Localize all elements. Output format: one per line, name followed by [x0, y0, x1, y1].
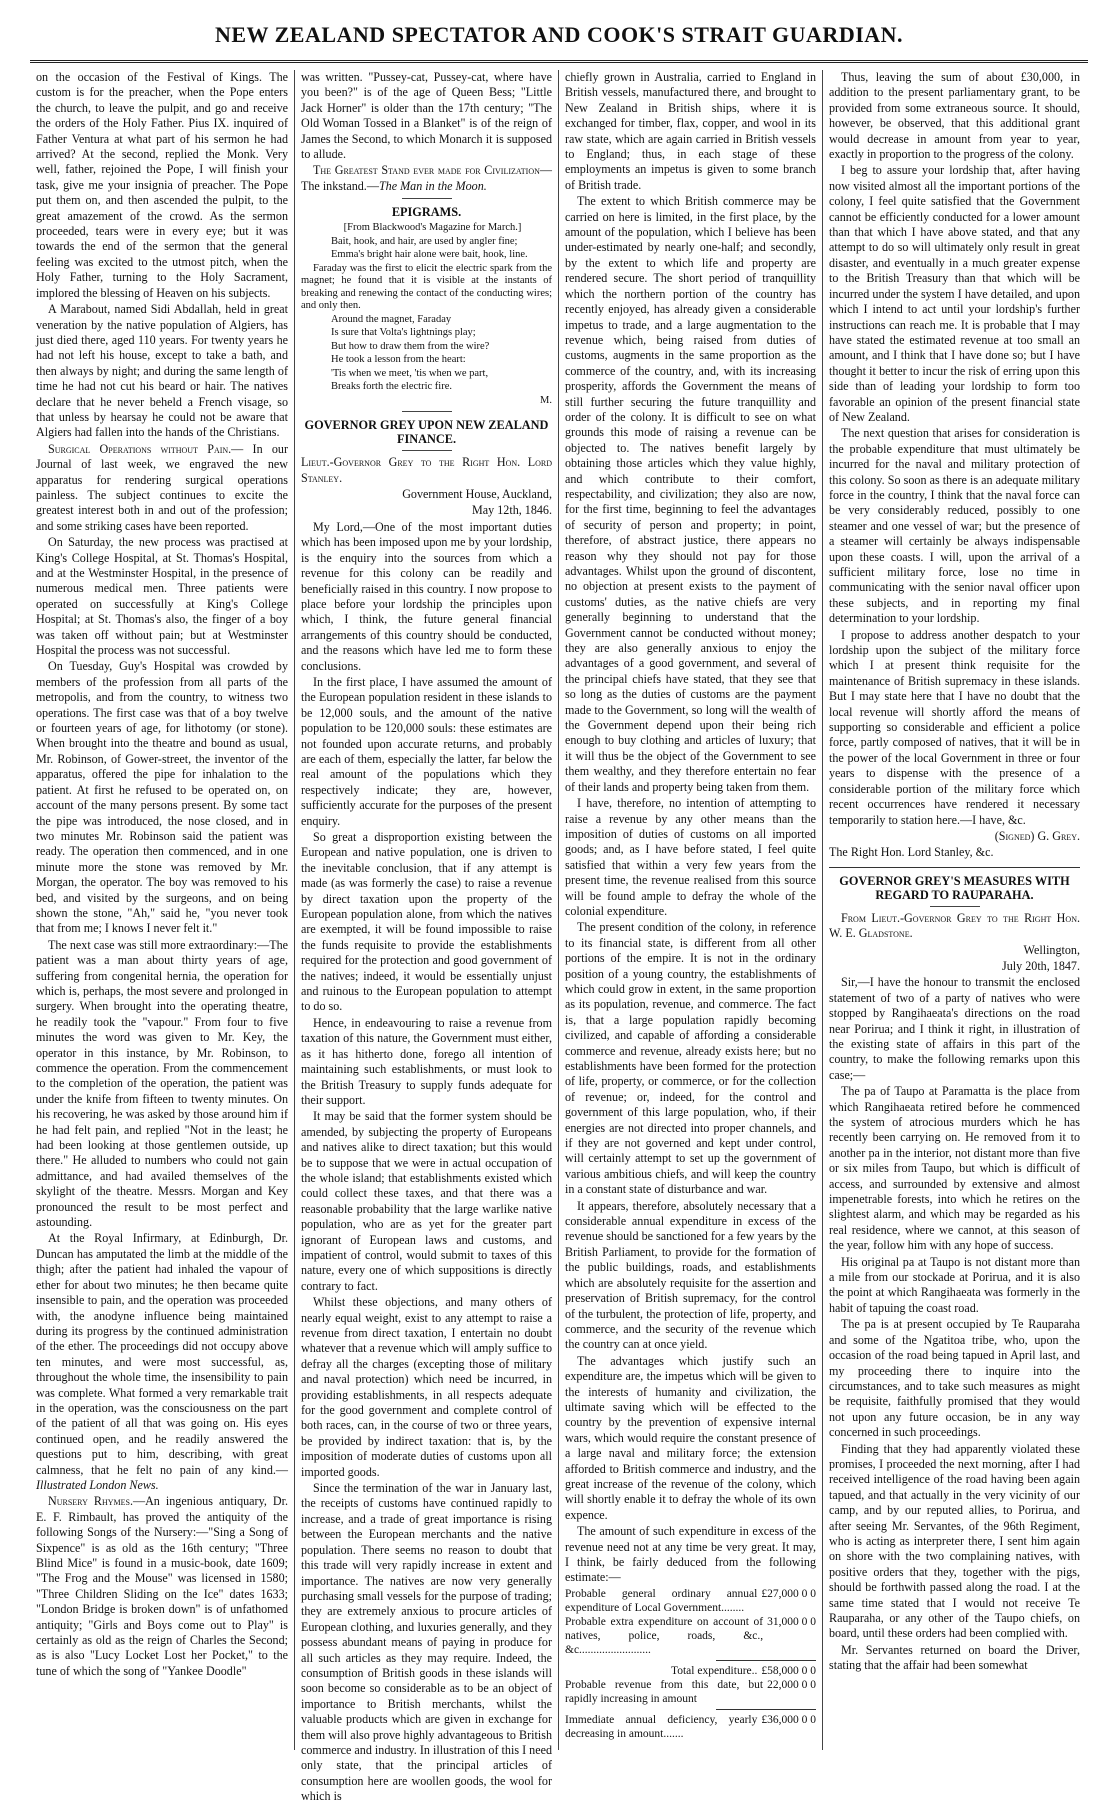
section-heading: The Greatest Stand ever made for Civilization — [313, 163, 540, 178]
estimate-amount: 22,000 0 0 — [767, 1678, 816, 1691]
paragraph: Mr. Servantes returned on board the Driver, stating that the affair had been somewhat — [829, 1642, 1080, 1673]
article-title: GOVERNOR GREY UPON NEW ZEALAND FINANCE. — [304, 418, 549, 447]
paragraph — [36, 1231, 288, 1493]
recipient: The Right Hon. Lord Stanley, &c. — [829, 845, 994, 860]
signature: (Signed) G. Grey. — [994, 828, 1080, 843]
paragraph: Hence, in endeavouring to raise a revenue from taxation of this nature, the Government must either, as it has hitherto done, forego all intention of maintaining such establishments, or must look to the British Treasury to supply funds adequate for their support. — [301, 1015, 552, 1107]
divider — [402, 198, 452, 199]
paragraph: The next case was still more extraordinary:—The patient was a man about thirty years of age, suffering from congenital hernia, the operation for which is, perhaps, the most severe and prolonged in surgery. When brought into the operating theatre, he readily took the "vapour." From four to five minutes the word was given to Mr. Key, the operator in this instance, by Mr. Robinson, to commence the operation. From the commencement to the completion of the operation, the patient was under the knife from fifteen to twenty minutes. On his recovering, he was asked by those around him if he had felt pain, and replied "Not in the least; he had been looking at those gentlemen outside, up there." He alluded to numbers who could not gain admittance, and had availed themselves of the skylight of the theatre. Messrs. Morgan and Key pronounced the result to be most perfect and astounding. — [36, 937, 288, 1230]
paragraph: In the first place, I have assumed the amount of the European population resident in these islands to be 12,000 souls, and the amount of the native population to be 120,000 souls: these estimates are not founded upon accurate returns, and probably are each of them, especially the latter, far below the real amount of the populations which they respectively indicate; they are, however, sufficiently accurate for the purposes of the present enquiry. — [301, 674, 552, 828]
estimate-amount: 31,000 0 0 — [767, 1615, 816, 1628]
paragraph: Since the termination of the war in January last, the receipts of customs have continued rapidly to increase, and a trade of great importance is rising between the European merchants and the native population. There seems no reason to doubt that this trade will very rapidly increase in extent and importance. The natives are now very generally purchasing small vessels for the purpose of trading; they are extremely anxious to procure articles of European clothing, and luxuries generally, and they possess abundant means of paying in produce for all such articles as they may require. Indeed, the consumption of British goods in these islands will soon become so considerable as to be an object of importance to British merchants, whilst the valuable products which are given in exchange for them will also prove highly advantageous to British commerce and industry. In illustration of this I need only state, that the principal articles of consumption here are woollen goods, the wool for which is — [301, 1481, 552, 1804]
paragraph: So great a disproportion existing between the European and native population, one is driven to the inevitable conclusion, that if any attempt is made (as was formerly the case) to raise a revenue by direct taxation upon the property of the European population alone, from which the natives are exempted, it will be found impossible to raise the funds requisite to provide the establishments required for the protection and good government of the natives; indeed, it would be essentially unjust and ruinous to the European population to attempt to do so. — [301, 830, 552, 1014]
paragraph: I beg to assure your lordship that, after having now visited almost all the important portions of the colony, I feel quite satisfied that the Government cannot be efficiently conducted for a lower amount than that which I have above stated, and that any attempt to do so will ultimately only result in great disaster, and eventually in a much greater expense to the British Treasury than that which will be incurred under the system I have detailed, and upon which I intend to act until your lordship's further instructions can reach me. It is probable that I may have stated the estimated revenue at too small an amount, and I think that I have done so; but I have thought it better to incur the risk of erring upon this side than of leading your lordship to form too favorable an opinion of the present financial state of New Zealand. — [829, 163, 1080, 424]
divider — [402, 450, 452, 451]
estimate-label: Total expenditure.. — [671, 1664, 758, 1677]
letter-from: Lieut.-Governor Grey to the Right Hon. Lord Stanley. — [301, 455, 552, 485]
paragraph: Sir,—I have the honour to transmit the enclosed statement of two of a party of natives who were stopped by Rangihaeata's directions on the road near Porirua; and I think it right, in illustration of the existing state of affairs in this part of the country, to make the following remarks upon this case;— — [829, 975, 1080, 1082]
letter-date: July 20th, 1847. — [1002, 958, 1080, 973]
paragraph: chiefly grown in Australia, carried to England in British vessels, manufactured there, and brought to New Zealand in British ships, where it is exchanged for timber, flax, copper, and wool in its raw state, which are again carried in British vessels to England; thus, in each stage of these employments an impetus is given to some branch of British trade. — [565, 70, 816, 192]
verse-signature: M. — [540, 394, 552, 406]
estimate-amount: £36,000 0 0 — [761, 1713, 816, 1726]
section-heading: Surgical Operations without Pain.— — [48, 441, 244, 456]
paragraph: The advantages which justify such an expenditure are, the impetus which will be given to the interests of humanity and civilization, the ultimate saving which will be effected to the country by the prevention of expensive internal wars, which would require the constant presence of a large naval and military force; the extension afforded to British commerce and industry, and the great increase of the revenue of the colony, which will shortly enable it to defray the whole of its own expence. — [565, 1353, 816, 1522]
paragraph: His original pa at Taupo is not distant more than a mile from our stockade at Porirua, and it is also the point at which Rangihaeata was formerly in the habit of tapuing the coast road. — [829, 1254, 1080, 1315]
paragraph: A Marabout, named Sidi Abdallah, held in great veneration by the native population of Algiers, has just died there, aged 110 years. For twenty years he had not left his house, except to take a bath, and then always by night; and during the same length of time he had not cut his beard or hair. The natives declare that he never beheld a French visage, so that unless by hearsay he could not be aware that Algiers had fallen into the hands of the Christians. — [36, 302, 288, 440]
paragraph: I have, therefore, no intention of attempting to raise a revenue by any other means than the imposition of duties of customs on all imported goods; and, as I have before stated, I feel quite satisfied that within a very few years from the present time, the revenue realised from this source will be found ample to defray the whole of the colonial expenditure. — [565, 796, 816, 918]
paragraph: Thus, leaving the sum of about £30,000, in addition to the present parliamentary grant, to be provided from some extraneous source. It should, however, be observed, that this additional grant would decrease in amount from year to year, exactly in proportion to the progress of the colony. — [829, 70, 1080, 162]
paragraph: On Tuesday, Guy's Hospital was crowded by members of the profession from all parts of the metropolis, and from the country, to witness two operations. The first case was that of a boy twelve or fourteen years of age, for lithotomy (or stone). When brought into the theatre and bound as usual, Mr. Robinson, of Gower-street, the inventor of the apparatus, offered the pipe for inhalation to the patient. At first he refused to be operated on, on account of the many persons present. By some tact the pipe was introduced, the nose closed, and in two minutes Mr. Robinson said the patient was ready. The operation then commenced, and in one minute more the stone was removed by Mr. Morgan, the operator. The boy was removed to his bed, and visited by the surgeons, and on being shown the stone, "Ah," said he, "you never took that from me; I knows I never felt it." — [36, 659, 288, 936]
epigram-prose: Faraday was the first to elicit the electric spark from the magnet; he found that it is visible at the instants of breaking and renewing the contact of the conducting wires; and only then. — [301, 262, 552, 312]
estimate-amount: £27,000 0 0 — [761, 1587, 816, 1600]
paragraph: The extent to which British commerce may be carried on here is limited, in the first place, by the amount of the population, which I believe has been under-estimated by nearly one-half; and secondly, by the extent to which life and property are rendered secure. The short period of tranquillity which the northern portion of the country has recently enjoyed, has already given a considerable impetus to trade, and a large augmentation to the revenue which, being raised from duties of customs, augments in the same proportion as the commerce of the country, and, with its increasing prosperity, affords the Government the means of still further securing the future tranquillity and order of the colony. It is difficult to see on what grounds this mode of raising a revenue can be objected to. The natives benefit largely by obtaining those articles which they value highly, and which contribute to their comfort, respectability, and civilization; they also are now, for the first time, beginning to feel the advantages of security of person and property; in point, therefore, of abstract justice, there appears no reason why they should not pay for those advantages. Whilst upon the ground of discontent, no objection at present exists to the payment of customs' duties, as the native chiefs are very generally beginning to understand that the Government cannot be conducted without money; they are also generally anxious to enjoy the advantages of a good government, and several of the principal chiefs have stated, that they see that so long as the duties of customs are the payment made to the Government, so long will the wealth of the Government depend upon their being rich enough to buy clothing and articles of luxury; that it will thus be the object of the Government to see them wealthy, and they therefore entertain no fear of their lands and property being taken from them. — [565, 194, 816, 794]
estimate-row — [565, 1615, 816, 1657]
paragraph-text: An ingenious antiquary, Dr. E. F. Rimbault, has proved the antiquity of the following Songs of the Nursery:—"Sing a Song of Sixpence" is as old as the 16th century; "Three Blind Mice" is found in a music-book, date 1609; "The Frog and the Mouse" was licensed in 1580; "Three Children Sliding on the Ice" dates 1633; "London Bridge is broken down" is of unfathomed antiquity; "Girls and Boys come out to Play" is certainly as old as the reign of Charles the Second; as is also "Lucy Locket Lost her Pocket," to the tune of which the song of "Yankee Doodle" — [36, 1494, 288, 1678]
section-heading: Nursery Rhymes.— — [48, 1494, 146, 1509]
divider — [402, 411, 452, 412]
verse-line: Bait, hook, and hair, are used by angler fine; — [331, 235, 518, 247]
paragraph: It may be said that the former system should be amended, by subjecting the property of Europeans and natives alike to direct taxation; but this would be to suppose that we were in actual occupation of the whole island; that establishments existed which could collect these taxes, and that there was a reasonable probability that the large warlike native population, who are as yet for the greater part ignorant of European laws and customs, and impatient of control, would submit to taxes of this nature, every one of which suppositions is directly contrary to fact. — [301, 1109, 552, 1293]
estimate-label: Immediate annual deficiency, yearly decreasing in amount....... — [565, 1713, 758, 1740]
estimate-row — [565, 1713, 816, 1741]
column-1 — [30, 70, 294, 1750]
estimate-row — [565, 1678, 816, 1706]
verse-line: Around the magnet, Faraday — [331, 313, 452, 325]
column-4 — [822, 70, 1086, 1750]
verse-line: Emma's bright hair alone were bait, hook, line. — [331, 249, 528, 261]
paragraph: I propose to address another despatch to your lordship upon the subject of the military force which I at present think requisite for the maintenance of British supremacy in these islands. But I may state here that I have no doubt that the local revenue will shortly afford the means of supporting so considerable and efficient a police force, partly composed of natives, that it will be in the power of the local Government in three or four years to dispense with the presence of a considerable portion of the military force which recent occurrences have rendered it necessary temporarily to station here.—I have, &c. — [829, 627, 1080, 827]
paragraph-text: At the Royal Infirmary, at Edinburgh, Dr. Duncan has amputated the limb at the middle of the thigh; after the patient had inhaled the vapour of ether for about two minutes; he then became quite insensible to pain, and the operation was proceeded with, the anodyne influence being maintained during its progress by the continued administration of the ether. The proceedings did not occupy above ten minutes, and were most successful, as, throughout the whole time, the insensibility to pain was complete. What formed a very remarkable trait in the operation, was the consciousness on the part of the patient of all that was going on. His eyes continued open, and he readily answered the questions put to him, describing, with great calmness, that he felt no pain of any kind.— — [36, 1231, 288, 1477]
paragraph: My Lord,—One of the most important duties which has been imposed upon me by your lordship, is the enquiry into the sources from which a revenue for this colony can be readily and beneficially raised in this country. I now propose to place before your lordship the principles upon which, I think, the future general financial arrangements of this country should be conducted, and the reasons which have led me to form these conclusions. — [301, 519, 552, 673]
estimate-row — [565, 1587, 816, 1615]
masthead: NEW ZEALAND SPECTATOR AND COOK'S STRAIT GUARDIAN. — [214, 22, 904, 47]
paragraph: The amount of such expenditure in excess of the revenue need not at any time be very great. It may, I think, be fairly deduced from the following estimate:— — [565, 1524, 816, 1585]
paragraph — [36, 442, 288, 534]
column-3 — [558, 70, 822, 1750]
verse-line: He took a lesson from the heart: — [331, 354, 466, 366]
paragraph: Finding that they had apparently violated these promises, I proceeded the next morning, after I had received intelligence of the road having been again tapued, and that actually in the very vicinity of our camp, and by our reputed allies, to Porirua, and after seeing Mr. Servantes, of the 96th Regiment, who is acting as interpreter there, I sent him again on shore with the two complaining natives, with positive orders that they, together with the pigs, should be forthwith passed along the road. I at the same time stated that I would not receive Te Rauparaha, or any other of the Taupo chiefs, on board, until these orders had been complied with. — [829, 1441, 1080, 1641]
verse-line: Is sure that Volta's lightnings play; — [331, 327, 476, 339]
source-credit: The Man in the Moon. — [378, 178, 487, 193]
column-2 — [294, 70, 558, 1804]
divider — [716, 1709, 816, 1710]
paragraph: on the occasion of the Festival of Kings. The custom is for the preacher, when the Pope enters the church, to leave the pulpit, and go and receive the orders of the Holy Father. Pius IX. inquired of Father Ventura at what part of his sermon he had arrived? At the second, replied the Monk. Very well, father, rejoined the Pope, I will finish your task, give me your insignia of preacher. The Pope put them on, and then ascended the pulpit, to the great amazement of the crowd. As the sermon proceeded, tears were in every eye; but it was towards the end of the sermon that the general feeling was excited to the utmost pitch, when the Holy Father, turning to the Holy Sacrament, implored the blessing of Heaven on his subjects. — [36, 70, 288, 300]
paragraph: It appears, therefore, absolutely necessary that a considerable annual expenditure in excess of the revenue should be sanctioned for a few years by the British Parliament, to provide for the formation of the public buildings, roads, and establishments which are absolutely requisite for the assertion and preservation of British supremacy, for the control of the turbulent, the protection of life, property, and commerce, and the security of the revenue which the country can at once yield. — [565, 1198, 816, 1352]
paragraph: The pa is at present occupied by Te Rauparaha and some of the Ngatitoa tribe, who, upon the occasion of the road being tapued in April last, and my proceeding there to inquire into the circumstances, and to take such measures as might be requisite, faithfully promised that they would not upon any future occasion, be in any way concerned in such proceedings. — [829, 1317, 1080, 1440]
letter-place: Government House, Auckland, — [402, 487, 552, 502]
verse-line: 'Tis when we meet, 'tis when we part, — [331, 367, 489, 379]
estimate-label: Probable revenue from this date, but rapidly increasing in amount — [565, 1678, 764, 1705]
verse-line: Breaks forth the electric fire. — [331, 381, 452, 393]
estimate-amount: £58,000 0 0 — [761, 1664, 816, 1677]
epigrams-title: EPIGRAMS. — [391, 205, 462, 220]
columns — [30, 70, 1088, 1804]
paragraph: The pa of Taupo at Paramatta is the place from which Rangihaeata retired before he commenced the system of atrocious murders which he has recently been carrying on. He removed from it to another pa in the interior, not distant more than five or six miles from Taupo, but which is difficult of access, and surrounded by extensive and almost impenetrable forests, into which he retires on the slightest alarm, and which may be regarded as his real residence, where we cannot, at this season of the year, follow him with any hope of success. — [829, 1084, 1080, 1253]
verse-line: But how to draw them from the wire? — [331, 340, 490, 352]
divider — [829, 867, 1080, 868]
letter-from: From Lieut.-Governor Grey to the Right Hon. W. E. Gladstone. — [829, 910, 1080, 941]
paragraph: was written. "Pussey-cat, Pussey-cat, where have you been?" is of the age of Queen Bess; "Little Jack Horner" is older than the 17th century; "The Old Woman Tossed in a Blanket" is of the reign of James the Second, to which Monarch it is supposed to allude. — [301, 70, 552, 162]
article-title: GOVERNOR GREY'S MEASURES WITH REGARD TO RAUPARAHA. — [839, 873, 1070, 902]
paragraph: Whilst these objections, and many others of nearly equal weight, exist to any attempt to raise a revenue from direct taxation, I entertain no doubt whatever that a revenue which will amply suffice to defray all the charges (excepting those of military and naval protection) which need be incurred, in providing establishments, in all respects adequate for the good government and complete control of both races, can, in the course of two or three years, be provided by indirect taxation: that is, by the imposition of moderate duties of customs upon all imported goods. — [301, 1295, 552, 1479]
paragraph: On Saturday, the new process was practised at King's College Hospital, at St. Thomas's Hospital, and at the Westminster Hospital, in the presence of numerous medical men. Three patients were operated on successfully at King's College Hospital; at St. Thomas's also, the finger of a boy was taken off without pain; but at Westminster Hospital the process was not successful. — [36, 535, 288, 658]
paragraph: The present condition of the colony, in reference to its financial state, is different from all other portions of the empire. It is not in the ordinary position of a young country, the establishments of which could grow in extent, in the same proportion as its population, revenue, and commerce. The fact is, that a large population rapidly becoming civilized, and capable of affording a considerable commerce and revenue, already exists here; but no establishments have been formed for the protection of life, property, or commerce, or for the collection of revenue; or, indeed, for the control and government of this large population, who, if their energies are not directed into proper channels, and if they are not governed and kept under control, will certainly attempt to set up the government of various ambitious chiefs, and will keep the country in a constant state of disturbance and war. — [565, 920, 816, 1197]
divider — [716, 1660, 816, 1661]
divider — [930, 906, 980, 907]
letter-place: Wellington, — [1023, 942, 1080, 957]
epigrams-source: [From Blackwood's Magazine for March.] — [343, 222, 522, 234]
estimate-label: Probable extra expenditure on account of natives, police, roads, &c., &c......................... — [565, 1615, 764, 1656]
letter-date: May 12th, 1846. — [472, 503, 552, 518]
paragraph-text: —The inkstand.— — [301, 163, 552, 193]
paragraph — [36, 1494, 288, 1679]
paragraph-text: In our Journal of last week, we engraved the new apparatus for rendering surgical operations painless. The subject continues to excite the greatest interest both in and out of the profession; and some striking cases have been reported. — [36, 441, 288, 533]
source-credit: Illustrated London News. — [36, 1477, 159, 1492]
paragraph: The next question that arises for consideration is the probable expenditure that must ultimately be incurred for the naval and military protection of this colony. So soon as there is an adequate military force in the country, I think that the naval force can be very considerably reduced, possibly to one steamer and one vessel of war; but the presence of a steamer will certainly be always indispensable upon these coasts. I will, upon the arrival of a sufficient military force, lose no time in communicating with the senior naval officer upon these subjects, and in reporting my final determination to your lordship. — [829, 426, 1080, 626]
estimate-label: Probable general ordinary annual expenditure of Local Government........ — [565, 1587, 758, 1614]
estimate-row — [565, 1664, 816, 1678]
paragraph — [301, 163, 552, 194]
masthead-rule — [30, 60, 1088, 63]
